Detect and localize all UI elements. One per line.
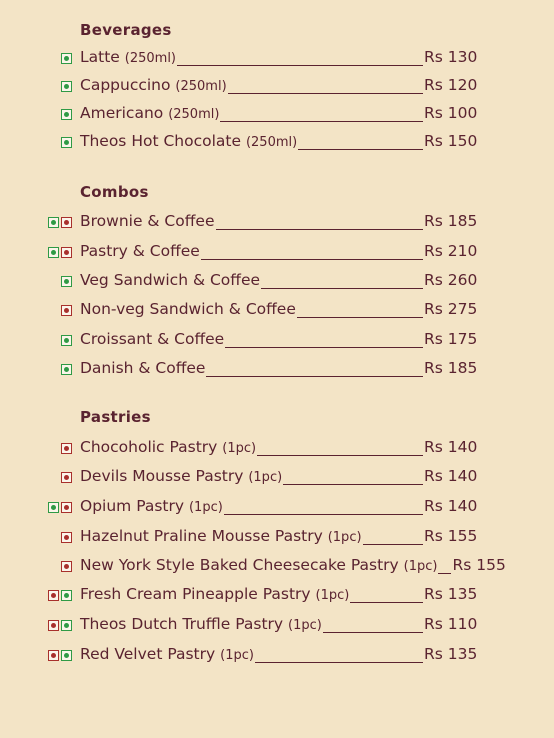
item-price: Rs 155 [424,527,478,545]
veg-icon [48,217,59,228]
item-name-text: Opium Pastry [80,497,185,515]
veg-icon [48,247,59,258]
item-name-text: Croissant & Coffee [80,330,225,348]
item-unit: (250ml) [175,79,227,94]
non-veg-dot [51,653,56,658]
section-title: Combos [80,183,149,201]
veg-icon [61,650,72,661]
item-price: Rs 185 [424,212,478,230]
non-veg-dot [64,564,69,569]
non-veg-dot [64,308,69,313]
item-name-text: Americano [80,104,164,122]
item-name-text: Veg Sandwich & Coffee [80,271,261,289]
veg-icon [61,620,72,631]
veg-dot [64,593,69,598]
diet-badges [61,109,72,121]
menu-item [0,585,554,609]
item-unit: (1pc) [315,588,350,603]
item-name [80,104,219,122]
diet-badges [48,217,72,229]
item-unit: (1pc) [222,441,257,456]
item-name-text: Hazelnut Praline Mousse Pastry [80,527,323,545]
veg-dot [51,505,56,510]
item-name-text: Devils Mousse Pastry [80,467,244,485]
leader-line [323,632,423,633]
item-unit: (1pc) [288,618,322,633]
item-name [80,48,176,66]
veg-dot [64,279,69,284]
veg-dot [64,140,69,145]
leader-line [283,484,423,485]
diet-badges [61,81,72,93]
non-veg-icon [61,443,72,454]
item-name [80,645,254,663]
item-name [80,359,205,377]
non-veg-dot [64,220,69,225]
diet-badges [61,335,72,347]
leader-line [216,229,424,230]
leader-line [298,149,423,150]
non-veg-dot [51,593,56,598]
diet-badges [48,620,72,632]
diet-badges [61,364,72,376]
non-veg-icon [48,650,59,661]
item-name [80,467,282,485]
veg-dot [64,112,69,117]
non-veg-dot [64,505,69,510]
menu-item [0,330,554,354]
item-price: Rs 140 [424,467,478,485]
item-name-text: Danish & Coffee [80,359,206,377]
non-veg-icon [61,217,72,228]
non-veg-icon [61,247,72,258]
diet-badges [61,472,72,484]
item-name [80,132,297,150]
leader-line [257,455,423,456]
menu-item [0,438,554,462]
menu-item [0,645,554,669]
veg-icon [61,137,72,148]
non-veg-icon [48,590,59,601]
diet-badges [48,650,72,662]
item-name [80,497,223,515]
non-veg-dot [64,446,69,451]
non-veg-dot [64,535,69,540]
leader-line [350,602,423,603]
item-price: Rs 120 [424,76,478,94]
menu-item [0,104,554,128]
item-unit: (1pc) [327,530,362,545]
item-name-text: Theos Hot Chocolate [80,132,242,150]
item-name [80,330,224,348]
leader-line [225,347,423,348]
diet-badges [61,305,72,317]
item-name-text: Cappuccino [80,76,171,94]
item-name [80,615,322,633]
item-name [80,300,296,318]
menu-item [0,76,554,100]
item-price: Rs 135 [424,645,478,663]
diet-badges [61,443,72,455]
item-price: Rs 210 [424,242,478,260]
item-price: Rs 275 [424,300,478,318]
leader-line [201,259,423,260]
diet-badges [61,532,72,544]
veg-dot [64,653,69,658]
diet-badges [61,137,72,149]
item-name [80,438,256,456]
non-veg-dot [51,623,56,628]
veg-dot [64,56,69,61]
item-price: Rs 185 [424,359,478,377]
item-name [80,271,260,289]
item-name [80,585,349,603]
non-veg-icon [61,532,72,543]
menu-item [0,212,554,236]
non-veg-dot [64,475,69,480]
diet-badges [61,53,72,65]
leader-line [220,121,423,122]
leader-line [206,376,423,377]
leader-line [363,544,423,545]
veg-dot [51,250,56,255]
item-name-text: Fresh Cream Pineapple Pastry [80,585,311,603]
item-name-text: Red Velvet Pastry [80,645,216,663]
item-unit: (1pc) [403,559,438,574]
item-price: Rs 110 [424,615,478,633]
diet-badges [61,276,72,288]
veg-icon [61,590,72,601]
menu-item [0,132,554,156]
leader-line [224,514,423,515]
diet-badges [61,561,72,573]
item-name [80,527,362,545]
veg-icon [48,502,59,513]
item-name-text: Brownie & Coffee [80,212,215,230]
non-veg-dot [64,250,69,255]
veg-icon [61,53,72,64]
non-veg-icon [61,472,72,483]
veg-icon [61,109,72,120]
veg-icon [61,364,72,375]
leader-line [438,573,451,574]
leader-line [261,288,423,289]
veg-icon [61,81,72,92]
veg-icon [61,276,72,287]
item-name-text: Theos Dutch Truffle Pastry [80,615,284,633]
section-title: Pastries [80,408,151,426]
leader-line [255,662,423,663]
menu-item [0,556,554,580]
menu-item [0,271,554,295]
diet-badges [48,247,72,259]
menu-item [0,497,554,521]
item-name-text: Non-veg Sandwich & Coffee [80,300,296,318]
veg-dot [51,220,56,225]
menu-item [0,242,554,266]
item-price: Rs 130 [424,48,478,66]
non-veg-icon [61,305,72,316]
leader-line [228,93,423,94]
item-unit: (250ml) [245,135,298,150]
menu-item [0,615,554,639]
item-price: Rs 100 [424,104,478,122]
item-name-text: Pastry & Coffee [80,242,200,260]
item-name-text: Chocoholic Pastry [80,438,218,456]
item-price: Rs 140 [424,497,478,515]
item-unit: (1pc) [220,648,254,663]
diet-badges [48,590,72,602]
non-veg-icon [61,561,72,572]
menu-item [0,359,554,383]
menu-item [0,467,554,491]
veg-dot [64,84,69,89]
item-name [80,556,437,574]
non-veg-icon [61,502,72,513]
menu-item [0,527,554,551]
item-price: Rs 175 [424,330,478,348]
leader-line [177,65,423,66]
diet-badges [48,502,72,514]
section-title: Beverages [80,21,172,39]
item-unit: (1pc) [188,500,223,515]
veg-dot [64,367,69,372]
menu-item [0,48,554,72]
leader-line [297,317,423,318]
item-name [80,212,215,230]
item-price: Rs 155 [452,556,506,574]
item-price: Rs 135 [424,585,478,603]
menu-item [0,300,554,324]
item-name-text: Latte [80,48,120,66]
veg-dot [64,338,69,343]
veg-icon [61,335,72,346]
item-price: Rs 150 [424,132,478,150]
item-price: Rs 260 [424,271,478,289]
veg-dot [64,623,69,628]
item-unit: (250ml) [124,51,176,66]
item-name [80,76,227,94]
item-name [80,242,200,260]
item-unit: (250ml) [168,107,220,122]
item-price: Rs 140 [424,438,478,456]
item-name-text: New York Style Baked Cheesecake Pastry [80,556,399,574]
item-unit: (1pc) [248,470,283,485]
non-veg-icon [48,620,59,631]
